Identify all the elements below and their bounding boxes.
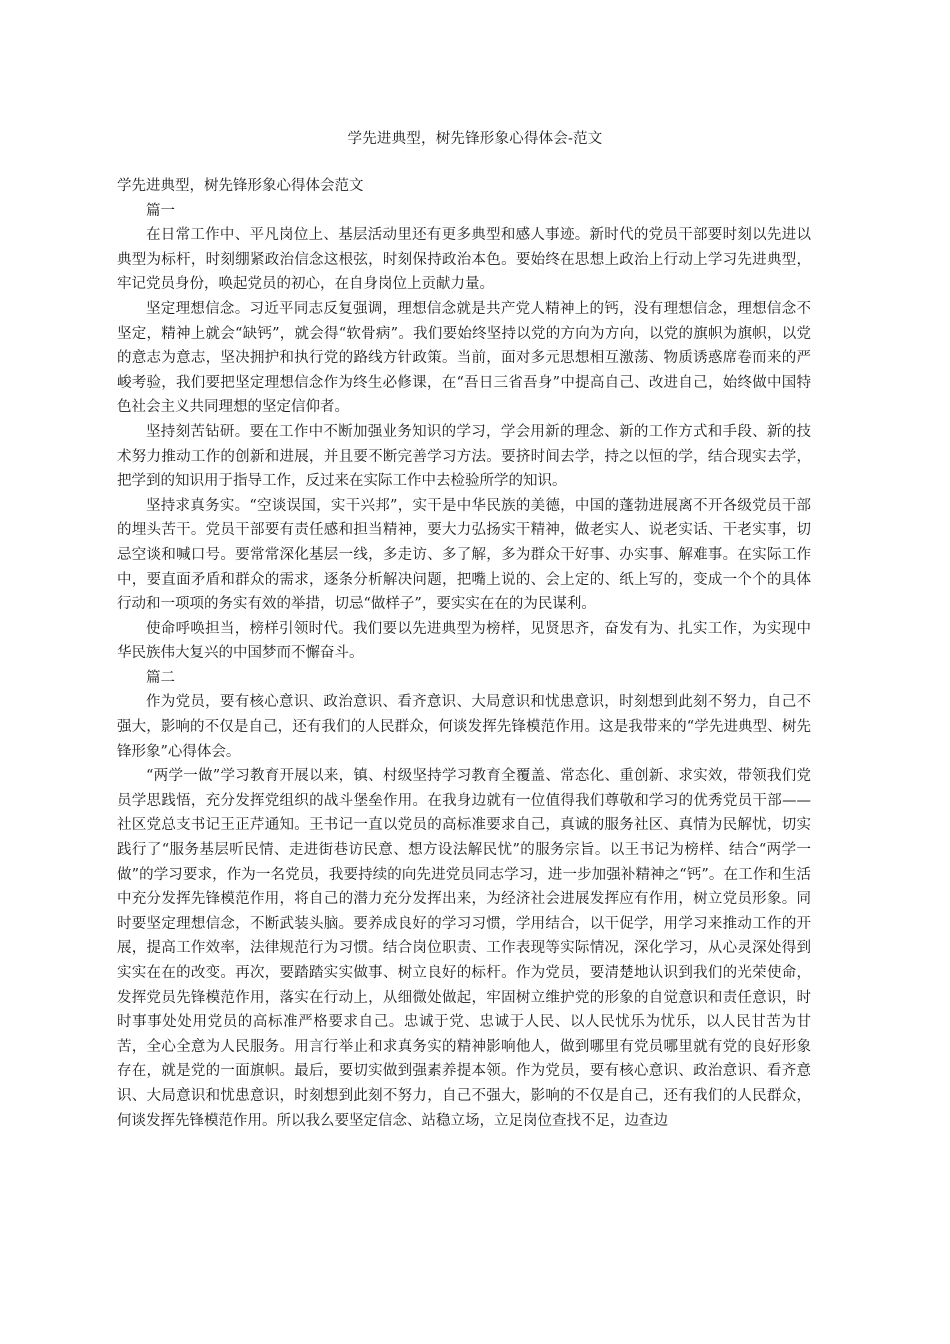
paragraph: “两学一做”学习教育开展以来，镇、村级坚持学习教育全覆盖、常态化、重创新、求实效，带领我们党员学思践悟，充分发挥党组织的战斗堡垒作用。在我身边就有一位值得我们尊敬和学习的优秀党员干部——社区党总支书记王正芹通知。王书记一直以党员的高标准要求自己，真诚的服务社区、真情为民解忧，切实践行了“服务基层听民情、走进街巷访民意、想方设法解民忧”的服务宗旨。以王书记为榜样、结合“两学一做”的学习要求，作为一名党员，我要持续的向先进党员同志学习，进一步加强补精神之“钙”。在工作和生活中充分发挥先锋模范作用，将自己的潜力充分发挥出来，为经济社会进展发挥应有作用，树立党员形象。同时要坚定理想信念，不断武装头脑。要养成良好的学习习惯，学用结合，以干促学，用学习来推动工作的开展，提高工作效率，法律规范行为习惯。结合岗位职责、工作表现等实际情况，深化学习，从心灵深处得到实实在在的改变。再次，要踏踏实实做事、树立良好的标杆。作为党员，要清楚地认识到我们的光荣使命，发挥党员先锋模范作用，落实在行动上，从细微处做起，牢固树立维护党的形象的自觉意识和责任意识，时时事事处处用党员的高标准严格要求自己。忠诚于党、忠诚于人民、以人民忧乐为忧乐，以人民甘苦为甘苦，全心全意为人民服务。用言行举止和求真务实的精神影响他人，做到哪里有党员哪里就有党的良好形象存在，就是党的一面旗帜。最后，要切实做到强素养提本领。作为党员，要有核心意识、政治意识、看齐意识、大局意识和忧患意识，时刻想到此刻不努力，自己不强大，影响的不仅是自己，还有我们的人民群众，何谈发挥先锋模范作用。所以我么要坚定信念、站稳立场，立足岗位查找不足，边查边 — [117, 768, 811, 1129]
paragraph: 在日常工作中、平凡岗位上、基层活动里还有更多典型和感人事迹。新时代的党员干部要时刻以先进以典型为标杆，时刻绷紧政治信念这根弦，时刻保持政治本色。要始终在思想上政治上行动上学习先进典型，牢记党员身份，唤起党员的初心，在自身岗位上贡献力量。 — [117, 227, 811, 293]
paragraph: 坚定理想信念。习近平同志反复强调，理想信念就是共产党人精神上的钙，没有理想信念，理想信念不坚定，精神上就会“缺钙”，就会得“软骨病”。我们要始终坚持以党的方向为方向，以党的旗帜为旗帜，以党的意志为意志，坚决拥护和执行党的路线方针政策。当前，面对多元思想相互激荡、物质诱惑席卷而来的严峻考验，我们要把坚定理想信念作为终生必修课，在“吾日三省吾身”中提高自己、改进自己，始终做中国特色社会主义共同理想的坚定信仰者。 — [117, 300, 811, 416]
document-subtitle: 学先进典型，树先锋形象心得体会范文 — [117, 178, 364, 194]
document-body — [117, 174, 811, 1133]
paragraph: 作为党员，要有核心意识、政治意识、看齐意识、大局意识和忧患意识，时刻想到此刻不努力，自己不强大，影响的不仅是自己，还有我们的人民群众，何谈发挥先锋模范作用。这是我带来的“学先进典型、树先锋形象”心得体会。 — [117, 694, 811, 760]
section-label-2: 篇二 — [146, 669, 175, 686]
paragraph: 使命呼唤担当，榜样引领时代。我们要以先进典型为榜样，见贤思齐，奋发有为、扎实工作，为实现中华民族伟大复兴的中国梦而不懈奋斗。 — [117, 620, 811, 662]
document-title: 学先进典型，树先锋形象心得体会-范文 — [347, 131, 603, 147]
paragraph: 坚持求真务实。“空谈误国，实干兴邦”，实干是中华民族的美德，中国的蓬勃进展离不开各级党员干部的埋头苦干。党员干部要有责任感和担当精神，要大力弘扬实干精神，做老实人、说老实话、干老实事，切忌空谈和喊口号。要常常深化基层一线，多走访、多了解，多为群众干好事、办实事、解难事。在实际工作中，要直面矛盾和群众的需求，逐条分析解决问题，把嘴上说的、会上定的、纸上写的，变成一个个的具体行动和一项项的务实有效的举措，切忌“做样子”，要实实在在的为民谋利。 — [117, 497, 811, 613]
section-label-1: 篇一 — [146, 202, 175, 219]
paragraph: 坚持刻苦钻研。要在工作中不断加强业务知识的学习，学会用新的理念、新的工作方式和手段、新的技术努力推动工作的创新和进展，并且要不断完善学习方法。要挤时间去学，持之以恒的学，结合现实去学，把学到的知识用于指导工作，反过来在实际工作中去检验所学的知识。 — [117, 423, 811, 490]
